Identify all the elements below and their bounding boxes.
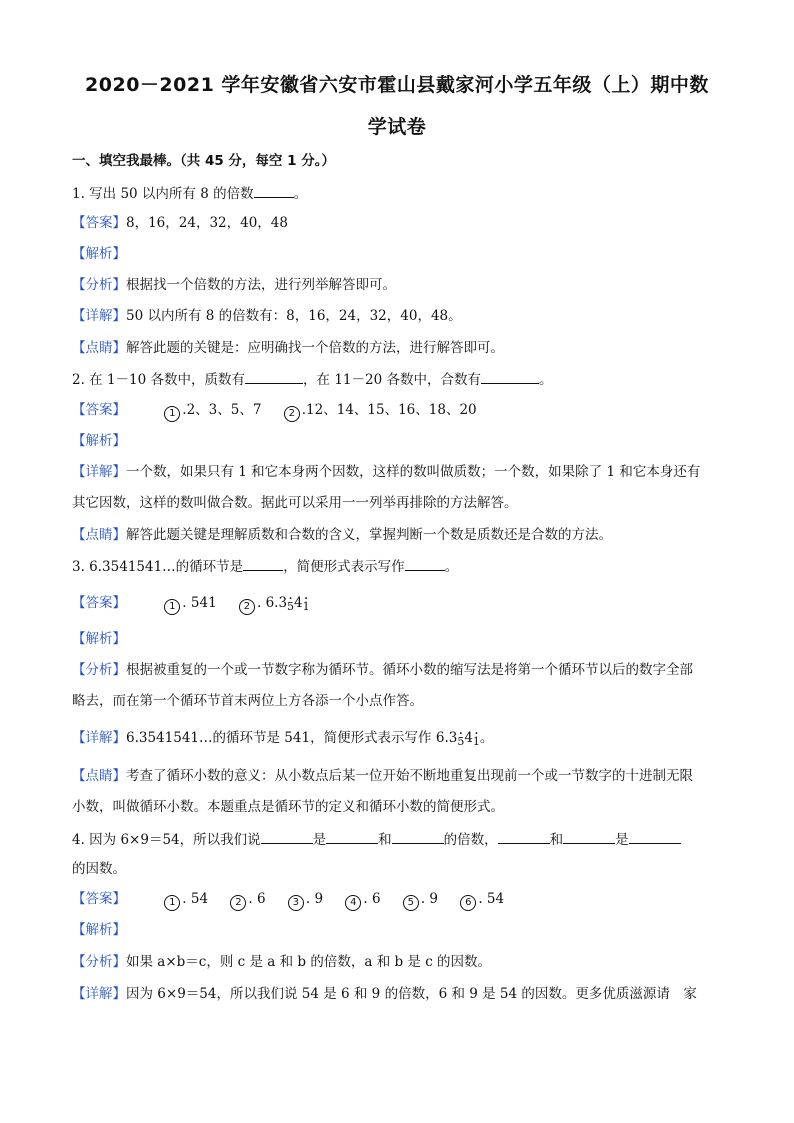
answer-blank bbox=[405, 557, 445, 571]
circled-number-1-icon: 1 bbox=[164, 599, 180, 615]
q4-detail: 【详解】因为 6×9＝54，所以我们说 54 是 6 和 9 的倍数，6 和 9 是 54 的因数。更多优质滋源请 家 bbox=[72, 986, 697, 1002]
circled-number-4-icon: 4 bbox=[345, 895, 361, 911]
q3-comment-2: 小数，叫做循环小数。本题重点是循环节的定义和循环小数的简便形式。 bbox=[72, 799, 504, 815]
q2-detail-2: 其它因数，这样的数叫做合数。据此可以采用一一列举再排除的方法解答。 bbox=[72, 495, 518, 511]
question-4-line1: 4. 因为 6×9＝54，所以我们说 是 和 的倍数， 和 是 bbox=[72, 830, 681, 849]
answer-blank bbox=[254, 184, 294, 198]
circled-number-2-icon: 2 bbox=[284, 406, 300, 422]
q1-comment: 【点睛】解答此题的关键是：应明确找一个倍数的方法，进行解答即可。 bbox=[72, 340, 504, 356]
question-2: 2. 在 1－10 各数中，质数有 ，在 11－20 各数中，合数有 。 bbox=[72, 372, 553, 388]
q2-detail-1: 【详解】一个数，如果只有 1 和它本身两个因数，这样的数叫做质数；一个数，如果除了 1 和它本身还有 bbox=[72, 464, 701, 480]
q3-detail: 【详解】6.3541541…的循环节是 541，简便形式表示写作 $6.3_5 \cdot 4_1$ ·。 bbox=[72, 729, 493, 751]
q4-fenxi: 【分析】如果 a×b＝c，则 c 是 a 和 b 的倍数，a 和 b 是 c 的因数。 bbox=[72, 954, 492, 970]
q4-answer: 【答案】 1 . 54 2 . 6 3 . 9 4 . 6 5 . 9 6 . 54 bbox=[72, 890, 522, 911]
circled-number-5-icon: 5 bbox=[403, 895, 419, 911]
question-1: 1. 写出 50 以内所有 8 的倍数 。 bbox=[72, 186, 308, 202]
q3-fenxi-1: 【分析】根据被重复的一个或一节数字称为循环节。循环小数的缩写法是将第一个循环节以后的数字全部 bbox=[72, 662, 693, 678]
q3-fenxi-2: 略去，而在第一个循环节首末两位上方各添一个小点作答。 bbox=[72, 693, 423, 709]
answer-blank bbox=[498, 830, 550, 844]
question-4-line2: 的因数。 bbox=[72, 861, 126, 877]
page-title-line1: 2020－2021 学年安徽省六安市霍山县戴家河小学五年级（上）期中数 bbox=[85, 74, 709, 96]
section-heading: 一、填空我最棒。（共 45 分，每空 1 分。） bbox=[72, 153, 335, 169]
answer-blank bbox=[243, 557, 283, 571]
q2-answer: 【答案】 1 .2、3、5、7 2 .12、14、15、16、18、20 bbox=[72, 401, 495, 422]
answer-blank bbox=[245, 370, 303, 384]
answer-blank bbox=[261, 830, 313, 844]
q1-analysis-label: 【解析】 bbox=[72, 246, 126, 262]
answer-blank bbox=[392, 830, 444, 844]
q2-comment: 【点睛】解答此题关键是理解质数和合数的含义，掌握判断一个数是质数还是合数的方法。 bbox=[72, 527, 612, 543]
circled-number-3-icon: 3 bbox=[288, 895, 304, 911]
q2-analysis-label: 【解析】 bbox=[72, 433, 126, 449]
q3-analysis-label: 【解析】 bbox=[72, 631, 126, 647]
q4-analysis-label: 【解析】 bbox=[72, 922, 126, 938]
answer-blank bbox=[563, 830, 615, 844]
q3-comment-1: 【点睛】考查了循环小数的意义：从小数点后某一位开始不断地重复出现前一个或一节数字的十进制无限 bbox=[72, 768, 693, 784]
circled-number-1-icon: 1 bbox=[164, 406, 180, 422]
circled-number-1-icon: 1 bbox=[164, 895, 180, 911]
page-title-line2: 学试卷 bbox=[367, 116, 427, 138]
question-3: 3. 6.3541541…的循环节是 ，简便形式表示写作 。 bbox=[72, 559, 459, 575]
q1-answer: 【答案】8，16，24，32，40，48 bbox=[72, 215, 288, 231]
q1-detail: 【详解】50 以内所有 8 的倍数有：8，16，24，32，40，48。 bbox=[72, 308, 462, 324]
circled-number-6-icon: 6 bbox=[460, 895, 476, 911]
circled-number-2-icon: 2 bbox=[230, 895, 246, 911]
answer-blank bbox=[629, 830, 681, 844]
circled-number-2-icon: 2 bbox=[239, 599, 255, 615]
answer-blank bbox=[481, 370, 539, 384]
answer-blank bbox=[326, 830, 378, 844]
q1-fenxi: 【分析】根据找一个倍数的方法，进行列举解答即可。 bbox=[72, 277, 396, 293]
q3-answer: 【答案】 1 . 541 2 . $6.3_5 \cdot 4_1$ · bbox=[72, 594, 328, 616]
